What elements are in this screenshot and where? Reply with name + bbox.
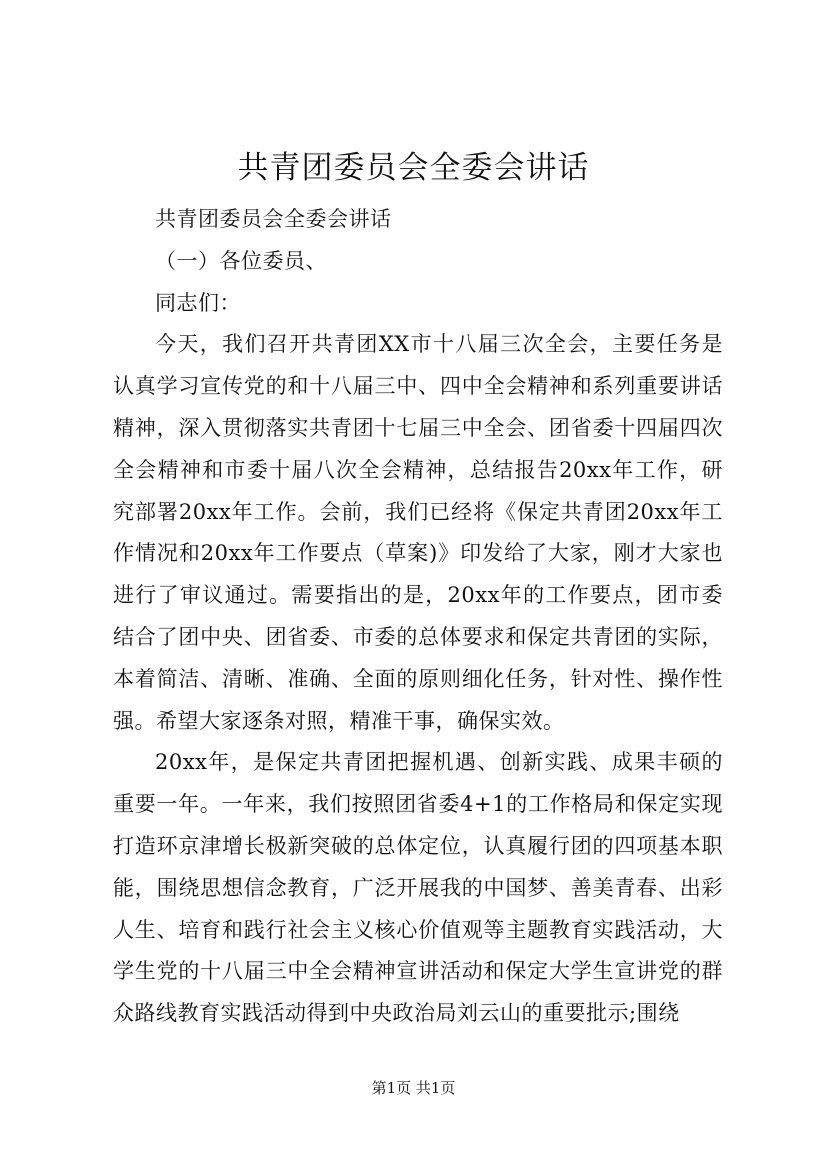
document-body — [113, 199, 723, 1035]
paragraph: 今天，我们召开共青团XX市十八届三次全会，主要任务是认真学习宣传党的和十八届三中、四中全会精神和系列重要讲话精神，深入贯彻落实共青团十七届三中全会、团省委十四届四次全会精神和市委十届八次全会精神，总结报告20xx年工作，研究部署20xx年工作。会前，我们已经将《保定共青团20xx年工作情况和20xx年工作要点（草案)》印发给了大家，刚才大家也进行了审议通过。需要指出的是，20xx年的工作要点，团市委结合了团中央、团省委、市委的总体要求和保定共青团的实际，本着简洁、清晰、准确、全面的原则细化任务，针对性、操作性强。希望大家逐条对照，精准干事，确保实效。 — [113, 332, 723, 733]
paragraph: 共青团委员会全委会讲话 — [155, 207, 392, 231]
paragraph: 同志们： — [155, 290, 241, 315]
paragraph: （一）各位委员、 — [155, 248, 327, 273]
paragraph: 20xx年，是保定共青团把握机遇、创新实践、成果丰硕的重要一年。一年来，我们按照团省委4+1的工作格局和保定实现打造环京津增长极新突破的总体定位，认真履行团的四项基本职能，围绕思想信念教育，广泛开展我的中国梦、善美青春、出彩人生、培育和践行社会主义核心价值观等主题教育实践活动，大学生党的十八届三中全会精神宣讲活动和保定大学生宣讲党的群众路线教育实践活动得到中央政治局刘云山的重要批示;围绕 — [113, 750, 723, 1026]
document-title: 共青团委员会全委会讲话 — [237, 150, 590, 186]
page-number-footer: 第1页 共1页 — [371, 1079, 456, 1097]
